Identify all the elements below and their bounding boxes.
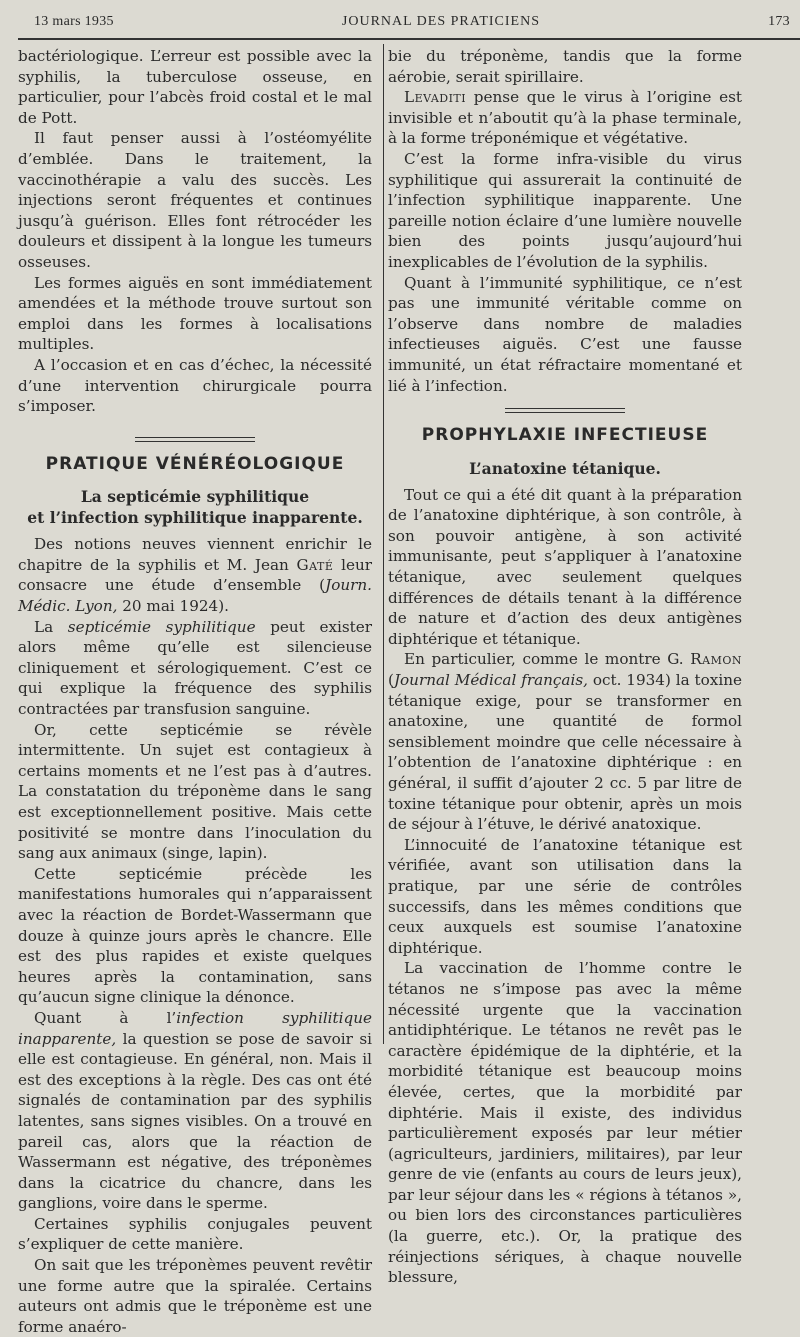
paragraph: Des notions neuves viennent enrichir le chapitre de la syphilis et M. Jean Gaté leur consacre une étude d’ensemble (Journ. Médic. Lyon, 20 mai 1924). bbox=[18, 535, 372, 616]
paragraph: C’est la forme infra-visible du virus syphilitique qui assurerait la continuité de l’infection syphilitique inapparente. Une pareille notion éclaire d’une lumière nouvelle bien des points jusqu’aujourd’hui inexplicables de l’évolution de la syphilis. bbox=[388, 149, 742, 271]
paragraph: Certaines syphilis conjugales peuvent s’expliquer de cette manière. bbox=[18, 1214, 372, 1254]
author-name: Gaté bbox=[296, 555, 334, 574]
paragraph: A l’occasion et en cas d’échec, la nécessité d’une intervention chirurgicale pourra s’imposer. bbox=[18, 355, 372, 416]
header-page-number: 173 bbox=[768, 14, 790, 29]
paragraph: Levaditi pense que le virus à l’origine est invisible et n’aboutit qu’à la phase terminale, à la forme tréponémique et végétative. bbox=[388, 88, 742, 148]
article-title-line2: et l’infection syphilitique inapparente. bbox=[27, 508, 363, 528]
paragraph: bactériologique. L’erreur est possible avec la syphilis, la tuberculose osseuse, en particulier, pour l’abcès froid costal et le mal de Pott. bbox=[18, 47, 372, 127]
paragraph: Il faut penser aussi à l’ostéomyélite d’emblée. Dans le traitement, la vaccinothérapie a valu des succès. Les injections seront fréquentes et continues jusqu’à guérison. Elles font rétrocéder les douleurs et dissipent à la longue les tumeurs osseuses. bbox=[18, 129, 372, 271]
author-name: Ramon bbox=[690, 650, 742, 669]
paragraph: Quant à l’immunité syphilitique, ce n’est pas une immunité véritable comme on l’observe dans nombre de maladies infectieuses aiguës. C’est une fausse immunité, un état réfractaire momentané et lié à l’infection. bbox=[388, 273, 742, 395]
paragraph: Les formes aiguës en sont immédiatement amendées et la méthode trouve surtout son emploi dans les formes à localisations multiples. bbox=[18, 273, 372, 354]
header-rule bbox=[18, 38, 800, 40]
paragraph: Or, cette septicémie se révèle intermittente. Un sujet est contagieux à certains moments et ne l’est pas à d’autres. La constatation du tréponème dans le sang est exceptionnellement positive. Mais cette positivité se montre dans l’inoculation du sang aux animaux (singe, lapin). bbox=[18, 720, 372, 863]
paragraph: En particulier, comme le montre G. Ramon (Journal Médical français, oct. 1934) la toxine tétanique exige, pour se transformer en anatoxine, une quantité de formol sensiblement moindre que celle nécessaire à l’obtention de l’anatoxine diphtérique : en général, il suffit d’ajouter 2 cc. 5 par litre de toxine tétanique pour obtenir, après un mois de séjour à l’étuve, le dérivé anatoxique. bbox=[388, 650, 742, 834]
journal-reference: Journ. Médic. Lyon, bbox=[18, 576, 372, 616]
article-title: L’anatoxine tétanique. bbox=[469, 458, 661, 478]
left-column bbox=[18, 46, 372, 1337]
column-separator bbox=[383, 44, 384, 1044]
paragraph: La septicémie syphilitique peut exister alors même qu’elle est silencieuse cliniquement et sérologiquement. C’est ce qui explique la fréquence des syphilis contractées par transfusion sanguine. bbox=[18, 617, 373, 719]
article-title-line1: La septicémie syphilitique bbox=[80, 487, 310, 507]
header-date: 13 mars 1935 bbox=[34, 14, 114, 29]
paragraph: On sait que les tréponèmes peuvent revêtir une forme autre que la spiralée. Certains auteurs ont admis que le tréponème est une forme anaéro- bbox=[18, 1256, 372, 1336]
right-column bbox=[388, 46, 742, 1288]
paragraph: Tout ce qui a été dit quant à la préparation de l’anatoxine diphtérique, à son contrôle, à son pouvoir antigène, à son activité immunisante, peut s’appliquer à l’anatoxine tétanique, avec seulement quelques différences de détails tenant à la différence de nature et d’action des deux antigènes diphtérique et tétanique. bbox=[388, 485, 742, 648]
section-title-prophylaxie: PROPHYLAXIE INFECTIEUSE bbox=[421, 425, 709, 446]
paragraph: L’innocuité de l’anatoxine tétanique est vérifiée, avant son utilisation dans la pratique, par une série de contrôles successifs, dans les mêmes conditions que ceux auxquels est soumise l’anatoxine diphtérique. bbox=[388, 835, 742, 957]
section-title-venereologique: PRATIQUE VÉNÉRÉOLOGIQUE bbox=[45, 453, 345, 474]
header-journal-title: JOURNAL DES PRATICIENS bbox=[341, 14, 540, 29]
paragraph: Quant à l’infection syphilitique inapparente, la question se pose de savoir si elle est contagieuse. En général, non. Mais il est des exceptions à la règle. Des cas ont été signalés de contamination par des syphilis latentes, sans signes visibles. On a trouvé en pareil cas, alors que la réaction de Wassermann est négative, des tréponèmes dans la cicatrice du chancre, dans les ganglions, voire dans le sperme. bbox=[18, 1008, 372, 1213]
paragraph: bie du tréponème, tandis que la forme aérobie, serait spirillaire. bbox=[388, 47, 742, 86]
journal-reference: Journal Médical français, bbox=[393, 671, 588, 690]
paragraph: Cette septicémie précède les manifestations humorales qui n’apparaissent avec la réaction de Bordet-Wassermann que douze à quinze jours après le chancre. Elle est des plus rapides et existe quelques heures après la contamination, sans qu’aucun signe clinique la dénonce. bbox=[18, 864, 372, 1007]
author-name: Levaditi bbox=[404, 88, 467, 107]
page-header bbox=[34, 14, 790, 38]
paragraph: La vaccination de l’homme contre le tétanos ne s’impose pas avec la même nécessité urgente que la vaccination antidiphtérique. Le tétanos ne revêt pas le caractère épidémique de la diphtérie, et la morbidité tétanique est beaucoup moins élevée, certes, que la morbidité par diphtérie. Mais il existe, des individus particulièrement exposés par leur métier (agriculteurs, jardiniers, militaires), par leur genre de vie (enfants au cours de leurs jeux), par leur séjour dans les « régions à tétanos », ou bien lors des circonstances particulières (la guerre, etc.). Or, la pratique des réinjections sériques, à chaque nouvelle blessure, bbox=[388, 959, 742, 1287]
